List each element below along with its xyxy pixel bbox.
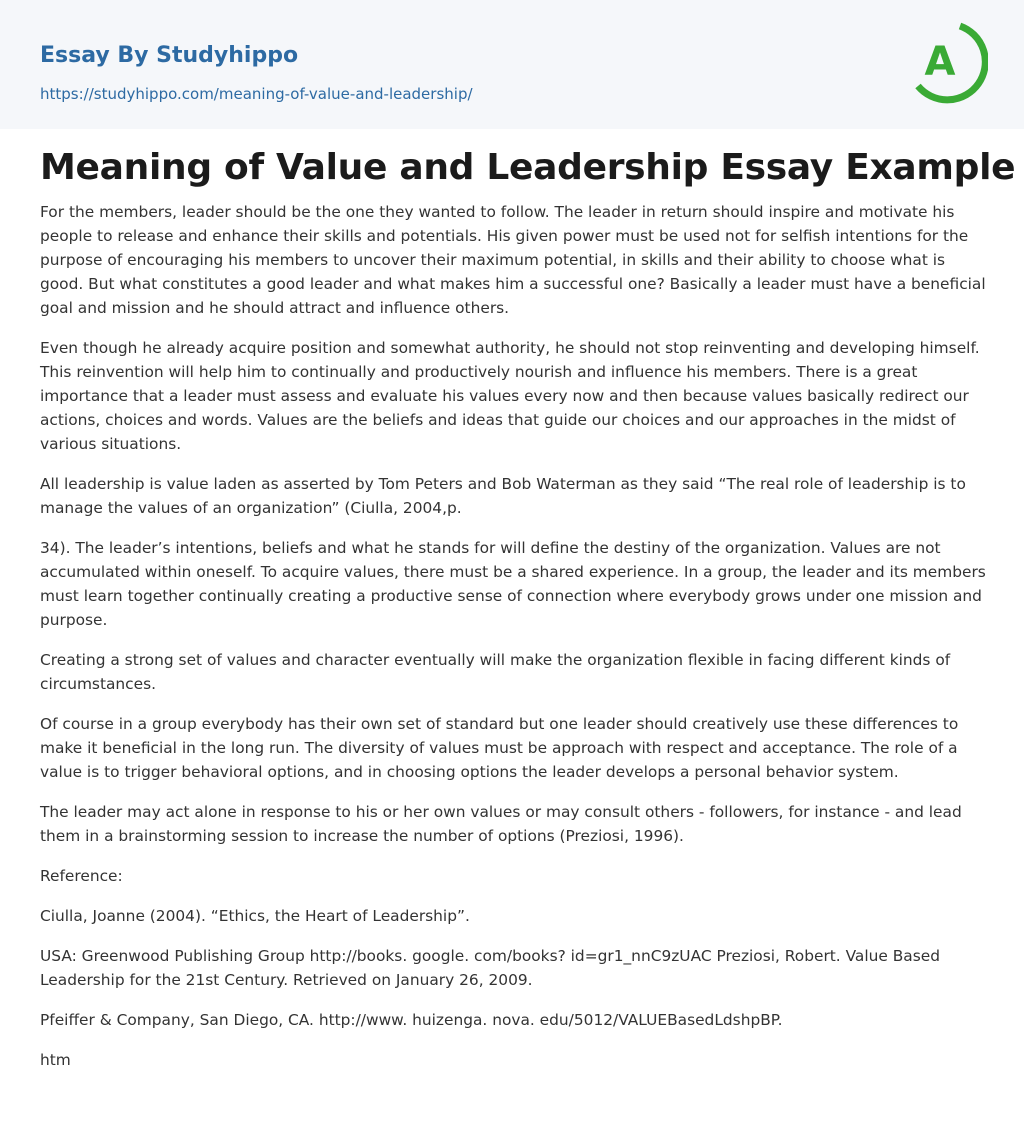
- paragraph-3: All leadership is value laden as asserted by Tom Peters and Bob Waterman as they said “The real role of leadership is to manage the values of an organization” (Ciulla, 2004,p.: [40, 475, 966, 517]
- essay-body: [40, 200, 988, 1088]
- paragraph-1: For the members, leader should be the one they wanted to follow. The leader in return should inspire and motivate his people to release and enhance their skills and potentials. His given power must be used not for selfish intentions for the purpose of encouraging his members to uncover their maximum potential, in skills and their ability to choose what is good. But what constitutes a good leader and what makes him a successful one? Basically a leader must have a beneficial goal and mission and he should attract and influence others.: [40, 203, 986, 317]
- reference-3: Pfeiffer & Company, San Diego, CA. http://www. huizenga. nova. edu/5012/VALUEBasedLdshpBP.: [40, 1011, 783, 1029]
- paragraph-5: Creating a strong set of values and character eventually will make the organization flexible in facing different kinds of circumstances.: [40, 651, 951, 693]
- paragraph-2: Even though he already acquire position and somewhat authority, he should not stop reinventing and developing himself. This reinvention will help him to continually and productively nourish and influence his members. There is a great importance that a leader must assess and evaluate his values every now and then because values basically redirect our actions, choices and words. Values are the beliefs and ideas that guide our choices and our approaches in the midst of various situations.: [40, 339, 980, 453]
- page-title: Meaning of Value and Leadership Essay Example: [40, 147, 1016, 188]
- paragraph-6: Of course in a group everybody has their own set of standard but one leader should creatively use these differences to make it beneficial in the long run. The diversity of values must be approach with respect and acceptance. The role of a value is to trigger behavioral options, and in choosing options the leader develops a personal behavior system.: [40, 715, 959, 781]
- reference-heading: Reference:: [40, 867, 123, 885]
- brand-title[interactable]: Essay By Studyhippo: [40, 43, 299, 68]
- paragraph-4: 34). The leader’s intentions, beliefs and what he stands for will define the destiny of the organization. Values are not accumulated within oneself. To acquire values, there must be a shared experience. In a group, the leader and its members must learn together continually creating a productive sense of connection where everybody grows under one mission and purpose.: [40, 539, 986, 629]
- reference-2: USA: Greenwood Publishing Group http://books. google. com/books? id=gr1_nnC9zUAC Preziosi, Robert. Value Based Leadership for the 21st Century. Retrieved on January 26, 2009.: [40, 947, 940, 989]
- reference-1: Ciulla, Joanne (2004). “Ethics, the Heart of Leadership”.: [40, 907, 470, 925]
- paragraph-7: The leader may act alone in response to his or her own values or may consult others - followers, for instance - and lead them in a brainstorming session to increase the number of options (Preziosi, 1996).: [40, 803, 962, 845]
- logo-letter: A: [924, 39, 956, 85]
- essay-url-link[interactable]: https://studyhippo.com/meaning-of-value-and-leadership/: [40, 85, 473, 103]
- reference-4: htm: [40, 1051, 71, 1069]
